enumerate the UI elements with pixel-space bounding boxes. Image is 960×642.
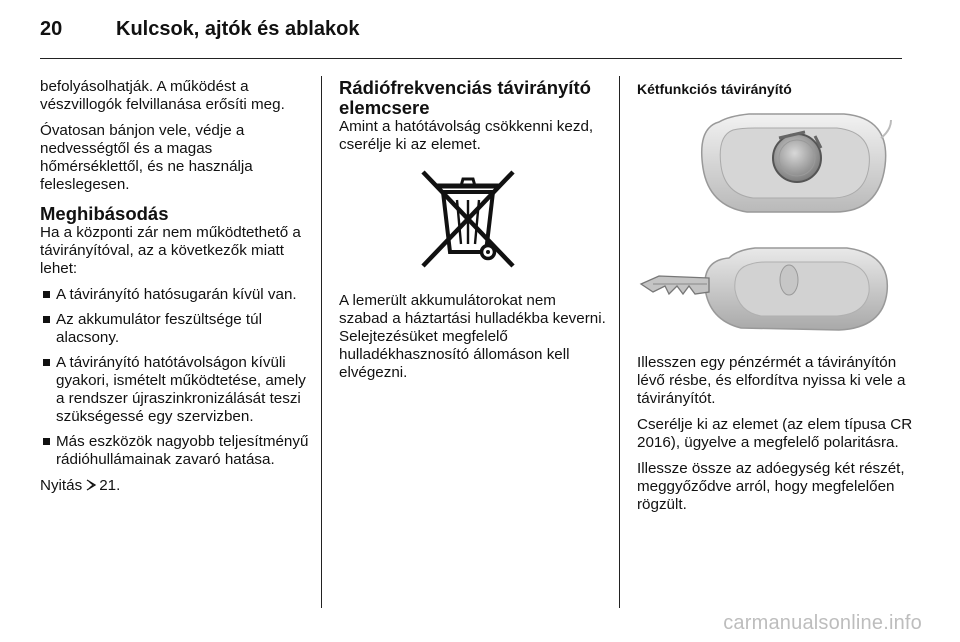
list-item-text: Más eszközök nagyobb teljesítményű rádióhullámainak zavaró hatása. bbox=[56, 433, 309, 468]
list-item-text: Az akkumulátor feszültsége túl alacsony. bbox=[56, 311, 262, 346]
list-item-text: A távirányító hatótávolságon kívüli gyakori, ismételt működtetése, amely a rendszer újraszinkronizálását teszi szükségessé egy szervizben. bbox=[56, 354, 306, 425]
page-reference-arrow-icon bbox=[86, 479, 97, 491]
key-fob-open-battery-icon bbox=[629, 108, 904, 338]
header-rule bbox=[40, 58, 902, 59]
column-1 bbox=[40, 78, 312, 503]
page-number: 20 bbox=[40, 18, 63, 40]
crossed-bin-figure bbox=[339, 168, 609, 276]
remote-key-illustration bbox=[629, 108, 904, 338]
bullet-square-icon bbox=[43, 438, 50, 445]
bullet-square-icon bbox=[43, 359, 50, 366]
paragraph-care: Óvatosan bánjon vele, védje a nedvességtől és a magas hőmérséklettől, és ne használja feleslegesen. bbox=[40, 122, 253, 193]
xref-label: Nyitás bbox=[40, 477, 83, 494]
paragraph-continued: befolyásolhatják. A működést a vészvillogók felvillanása erősíti meg. bbox=[40, 78, 285, 113]
paragraph-battery-type: Cserélje ki az elemet (az elem típusa CR 2016), ügyelve a megfelelő polaritásra. bbox=[637, 416, 913, 451]
list-item-text: A távirányító hatósugarán kívül van. bbox=[56, 286, 297, 303]
page-title: Kulcsok, ajtók és ablakok bbox=[116, 18, 360, 40]
malfunction-list bbox=[40, 286, 312, 469]
column-divider-1 bbox=[321, 76, 322, 608]
xref-page: 21. bbox=[99, 477, 121, 494]
paragraph-reassemble: Illessze össze az adóegység két részét, meggyőződve arról, hogy megfelelően rögzült. bbox=[637, 460, 905, 513]
paragraph-replace-battery: Amint a hatótávolság csökkenni kezd, cserélje ki az elemet. bbox=[339, 118, 594, 153]
list-item bbox=[40, 433, 312, 469]
bullet-square-icon bbox=[43, 291, 50, 298]
column-3 bbox=[637, 78, 927, 522]
paragraph-disposal: A lemerült akkumulátorokat nem szabad a háztartási hulladékba keverni. Selejtezésüket megfelelő hulladékhasznosító állomáson kell elvégezni. bbox=[339, 292, 606, 381]
section-title-battery-replacement: Rádiófrekvenciás távirányító elemcsere bbox=[339, 77, 591, 118]
list-item bbox=[40, 354, 312, 426]
column-divider-2 bbox=[619, 76, 620, 608]
page-header bbox=[40, 18, 920, 48]
column-2 bbox=[339, 78, 609, 390]
paragraph-open-with-coin: Illesszen egy pénzérmét a távirányítón lévő résbe, és elfordítva nyissa ki vele a távirányítót. bbox=[637, 354, 906, 407]
paragraph-malfunction: Ha a központi zár nem működtethető a távirányítóval, az a következők miatt lehet: bbox=[40, 224, 301, 277]
bullet-square-icon bbox=[43, 316, 50, 323]
list-item bbox=[40, 311, 312, 347]
section-title-malfunction: Meghibásodás bbox=[40, 203, 169, 224]
list-item bbox=[40, 286, 312, 304]
crossed-out-wheelie-bin-icon bbox=[417, 168, 517, 274]
cross-reference[interactable] bbox=[40, 477, 312, 495]
watermark: carmanualsonline.info bbox=[723, 612, 922, 634]
subtitle-two-button-remote: Kétfunkciós távirányító bbox=[637, 81, 792, 97]
